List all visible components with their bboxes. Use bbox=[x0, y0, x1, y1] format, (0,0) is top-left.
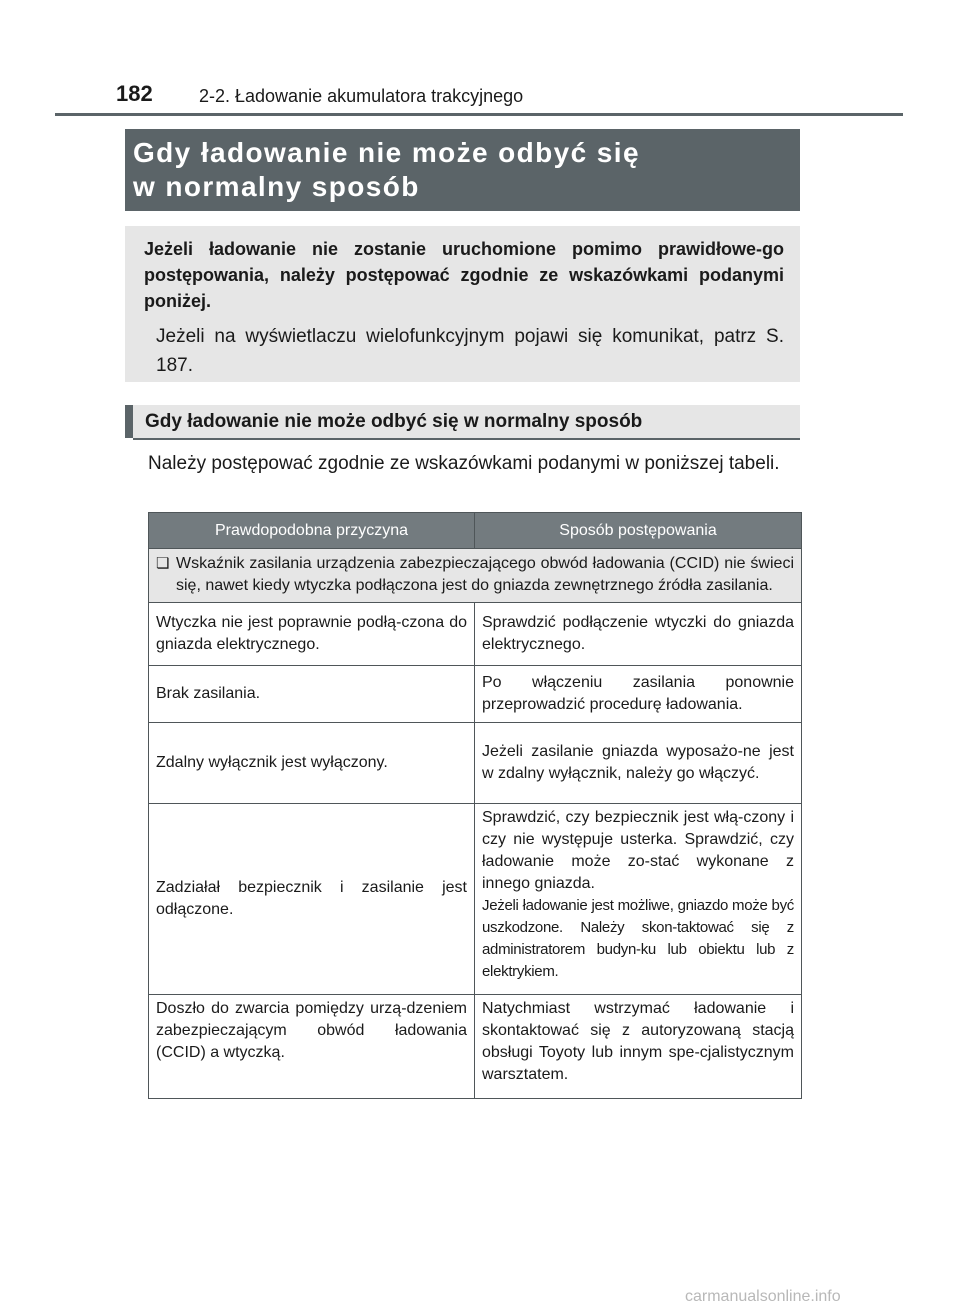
section-title-line-1: Gdy ładowanie nie może odbyć się bbox=[133, 137, 640, 168]
cause-cell: Wtyczka nie jest poprawnie podłą-czona do gniazda elektrycznego. bbox=[149, 603, 475, 666]
table-subheader-row bbox=[149, 549, 802, 603]
remedy-note: Jeżeli ładowanie jest możliwe, gniazdo może być uszkodzone. Należy skon-taktować się z administratorem budyn-ku lub obiektu lub z elektrykiem. bbox=[482, 897, 794, 980]
column-header-remedy: Sposób postępowania bbox=[475, 513, 802, 549]
table-row bbox=[149, 603, 802, 666]
remedy-cell: Jeżeli zasilanie gniazda wyposażo-ne jest w zdalny wyłącznik, należy go włączyć. bbox=[475, 723, 802, 804]
subheading bbox=[125, 405, 800, 438]
section-label: 2-2. Ładowanie akumulatora trakcyjnego bbox=[199, 86, 524, 106]
watermark: carmanualsonline.info bbox=[685, 1288, 841, 1305]
table-subheader-cell bbox=[149, 549, 802, 603]
table-row bbox=[149, 995, 802, 1099]
cause-cell: Doszło do zwarcia pomiędzy urzą-dzeniem zabezpieczającym obwód ładowania (CCID) a wtyczką. bbox=[149, 995, 475, 1099]
page-number: 182 bbox=[116, 81, 153, 106]
table-row bbox=[149, 804, 802, 995]
cause-cell: Zdalny wyłącznik jest wyłączony. bbox=[149, 723, 475, 804]
table-row bbox=[149, 666, 802, 723]
section-title-line-2: w normalny sposób bbox=[133, 171, 420, 202]
body-text: Należy postępować zgodnie ze wskazówkami podanymi w poniższej tabeli. bbox=[148, 453, 780, 474]
section-title-box bbox=[125, 129, 800, 211]
column-header-cause: Prawdopodobna przyczyna bbox=[149, 513, 475, 549]
remedy-cell: Sprawdzić podłączenie wtyczki do gniazda elektrycznego. bbox=[475, 603, 802, 666]
remedy-cell bbox=[475, 804, 802, 995]
subheading-text: Gdy ładowanie nie może odbyć się w normalny sposób bbox=[145, 411, 643, 432]
remedy-text: Sprawdzić, czy bezpiecznik jest włą-czony i czy nie występuje usterka. Sprawdzić, czy ładowanie może zo-stać wykonane z innego gniazda. bbox=[482, 809, 794, 892]
intro-box bbox=[125, 226, 800, 382]
cause-cell: Zadziałał bezpiecznik i zasilanie jest odłączone. bbox=[149, 804, 475, 995]
intro-note: Jeżeli na wyświetlaczu wielofunkcyjnym pojawi się komunikat, patrz S. 187. bbox=[156, 326, 784, 376]
checkbox-icon: ❏ bbox=[156, 555, 170, 572]
header-divider bbox=[55, 113, 903, 116]
table-subheader-text: Wskaźnik zasilania urządzenia zabezpieczającego obwód ładowania (CCID) nie świeci się, nawet kiedy wtyczka podłączona jest do gniazda zewnętrznego źródła zasilania. bbox=[176, 555, 794, 594]
table-row bbox=[149, 723, 802, 804]
table-header-row bbox=[149, 513, 802, 549]
subheading-underline bbox=[133, 438, 800, 440]
page-header bbox=[0, 0, 960, 116]
remedy-cell: Natychmiast wstrzymać ładowanie i skontaktować się z autoryzowaną stacją obsługi Toyoty lub innym spe-cjalistycznym warsztatem. bbox=[475, 995, 802, 1099]
remedy-cell: Po włączeniu zasilania ponownie przeprowadzić procedurę ładowania. bbox=[475, 666, 802, 723]
cause-cell: Brak zasilania. bbox=[149, 666, 475, 723]
subheading-accent-bar bbox=[125, 405, 133, 438]
troubleshooting-table bbox=[148, 512, 802, 1099]
intro-summary: Jeżeli ładowanie nie zostanie uruchomione pomimo prawidłowe-go postępowania, należy postępować zgodnie ze wskazówkami podanymi poniżej. bbox=[144, 239, 784, 311]
